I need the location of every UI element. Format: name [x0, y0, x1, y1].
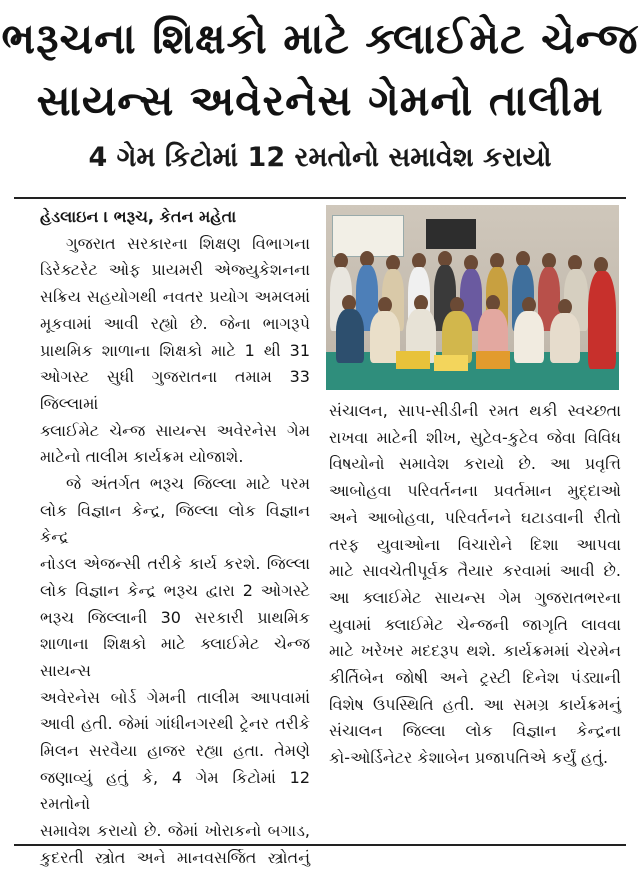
headline-line-1: ભરૂચના શિક્ષકો માટે ક્લાઈમેટ ચેન્જ [1, 14, 639, 63]
right-line: સંચાલન, સાપ-સીડીની રમત થકી સ્વચ્છતા [329, 401, 621, 420]
right-line: રાખવા માટેની શીખ, સુટેવ-કુટેવ જેવા વિવિધ [329, 427, 621, 447]
right-line: વિશેષ ઉપસ્થિતિ હતી. આ સમગ્ર કાર્યક્રમનું [329, 694, 621, 714]
right-line: કીર્તિબેન જોષી અને ટ્રસ્ટી દિનેશ પંડ્યાની [329, 668, 621, 688]
left-line: ભરૂચ જિલ્લાની 30 સરકારી પ્રાથમિક [40, 607, 310, 627]
top-divider [14, 197, 626, 199]
bottom-divider [14, 844, 626, 846]
left-line: જે અંતર્ગત ભરૂચ જિલ્લા માટે પરમ [66, 474, 310, 494]
right-line: આ ક્લાઈમેટ સાયન્સ ગેમ ગુજરાતભરના [329, 587, 621, 607]
left-column [40, 204, 310, 872]
photo-board [426, 219, 476, 249]
right-line: માટે ખરેખર મદદરૂપ થશે. કાર્યક્રમમાં ચેરમેન [329, 641, 621, 661]
subheading: 4 ગેમ કિટોમાં 12 રમતોનો સમાવેશ કરાયો [88, 142, 552, 173]
left-line: પ્રાથમિક શાળાના શિક્ષકો માટે 1 થી 31 [40, 340, 310, 360]
right-line: સંચાલન જિલ્લા લોક વિજ્ઞાન કેન્દ્રના [329, 721, 621, 741]
left-line: ડિરેક્ટરેટ ઓફ પ્રાયમરી એજ્યુકેશનના [40, 260, 310, 280]
left-line: કુદરતી સ્ત્રોત અને માનવસર્જિત સ્ત્રોતનું [40, 847, 310, 867]
left-line: લોક વિજ્ઞાન કેન્દ્ર, જિલ્લા લોક વિજ્ઞાન કેન્દ્ર [40, 500, 310, 547]
right-column [329, 398, 621, 772]
right-line: આબોહવા પરિવર્તનના પ્રવર્તમાન મુદ્દાઓ [329, 481, 621, 501]
left-line: શાળાના શિક્ષકો માટે ક્લાઈમેટ ચેન્જ સાયન્સ [40, 634, 310, 680]
right-line: તરફ યુવાઓના વિચારોને દિશા આપવા [329, 534, 621, 554]
left-line: જણાવ્યું હતું કે, 4 ગેમ કિટોમાં 12 રમતોનો [40, 767, 310, 814]
left-line: ક્લાઈમેટ ચેન્જ સાયન્સ અવેરનેસ ગેમ [40, 420, 310, 440]
left-line: સમાવેશ કરાયો છે. જેમાં ખોરાકનો બગાડ, [40, 821, 310, 841]
left-line: લોક વિજ્ઞાન કેન્દ્ર ભરૂચ દ્વારા 2 ઓગસ્ટે [40, 580, 310, 600]
news-photo [326, 205, 619, 390]
byline: હેડલાઇન । ભરૂચ, કેતન મહેતા [40, 207, 237, 226]
right-line: વિષયોનો સમાવેશ કરાયો છે. આ પ્રવૃત્તિ [329, 454, 621, 474]
headline-line-2: સાયન્સ અવેરનેસ ગેમનો તાલીમ [36, 76, 604, 125]
left-line: માટેનો તાલીમ કાર્યક્રમ યોજાશે. [40, 447, 244, 467]
left-line: ગુજરાત સરકારના શિક્ષણ વિભાગના [66, 233, 310, 253]
left-line: મિલન સરવૈયા હાજર રહ્યા હતા. તેમણે [40, 741, 310, 761]
left-line: સક્રિય સહયોગથી નવતર પ્રયોગ અમલમાં [40, 287, 310, 307]
left-line: મૂકવામાં આવી રહ્યો છે. જેના ભાગરૂપે [40, 313, 310, 333]
left-line: નોડલ એજન્સી તરીકે કાર્ય કરશે. જિલ્લા [40, 554, 310, 574]
left-line: અવેરનેસ બોર્ડ ગેમની તાલીમ આપવામાં [40, 687, 310, 707]
right-line: યુવામાં ક્લાઈમેટ ચેન્જની જાગૃતિ લાવવા [329, 614, 621, 634]
right-line: અને આબોહવા, પરિવર્તનને ઘટાડવાની રીતો [329, 507, 621, 527]
right-line: કો-ઓર્ડિનેટર કેશાબેન પ્રજાપતિએ કર્યું હતું. [329, 748, 609, 768]
left-line: ઓગસ્ટ સુધી ગુજરાતના તમામ 33 જિલ્લામાં [40, 367, 310, 413]
right-line: માટે સાવચેતીપૂર્વક તૈયાર કરવામાં આવી છે. [329, 561, 621, 581]
left-line: આવી હતી. જેમાં ગાંધીનગરથી ટ્રેનર તરીકે [40, 714, 310, 734]
